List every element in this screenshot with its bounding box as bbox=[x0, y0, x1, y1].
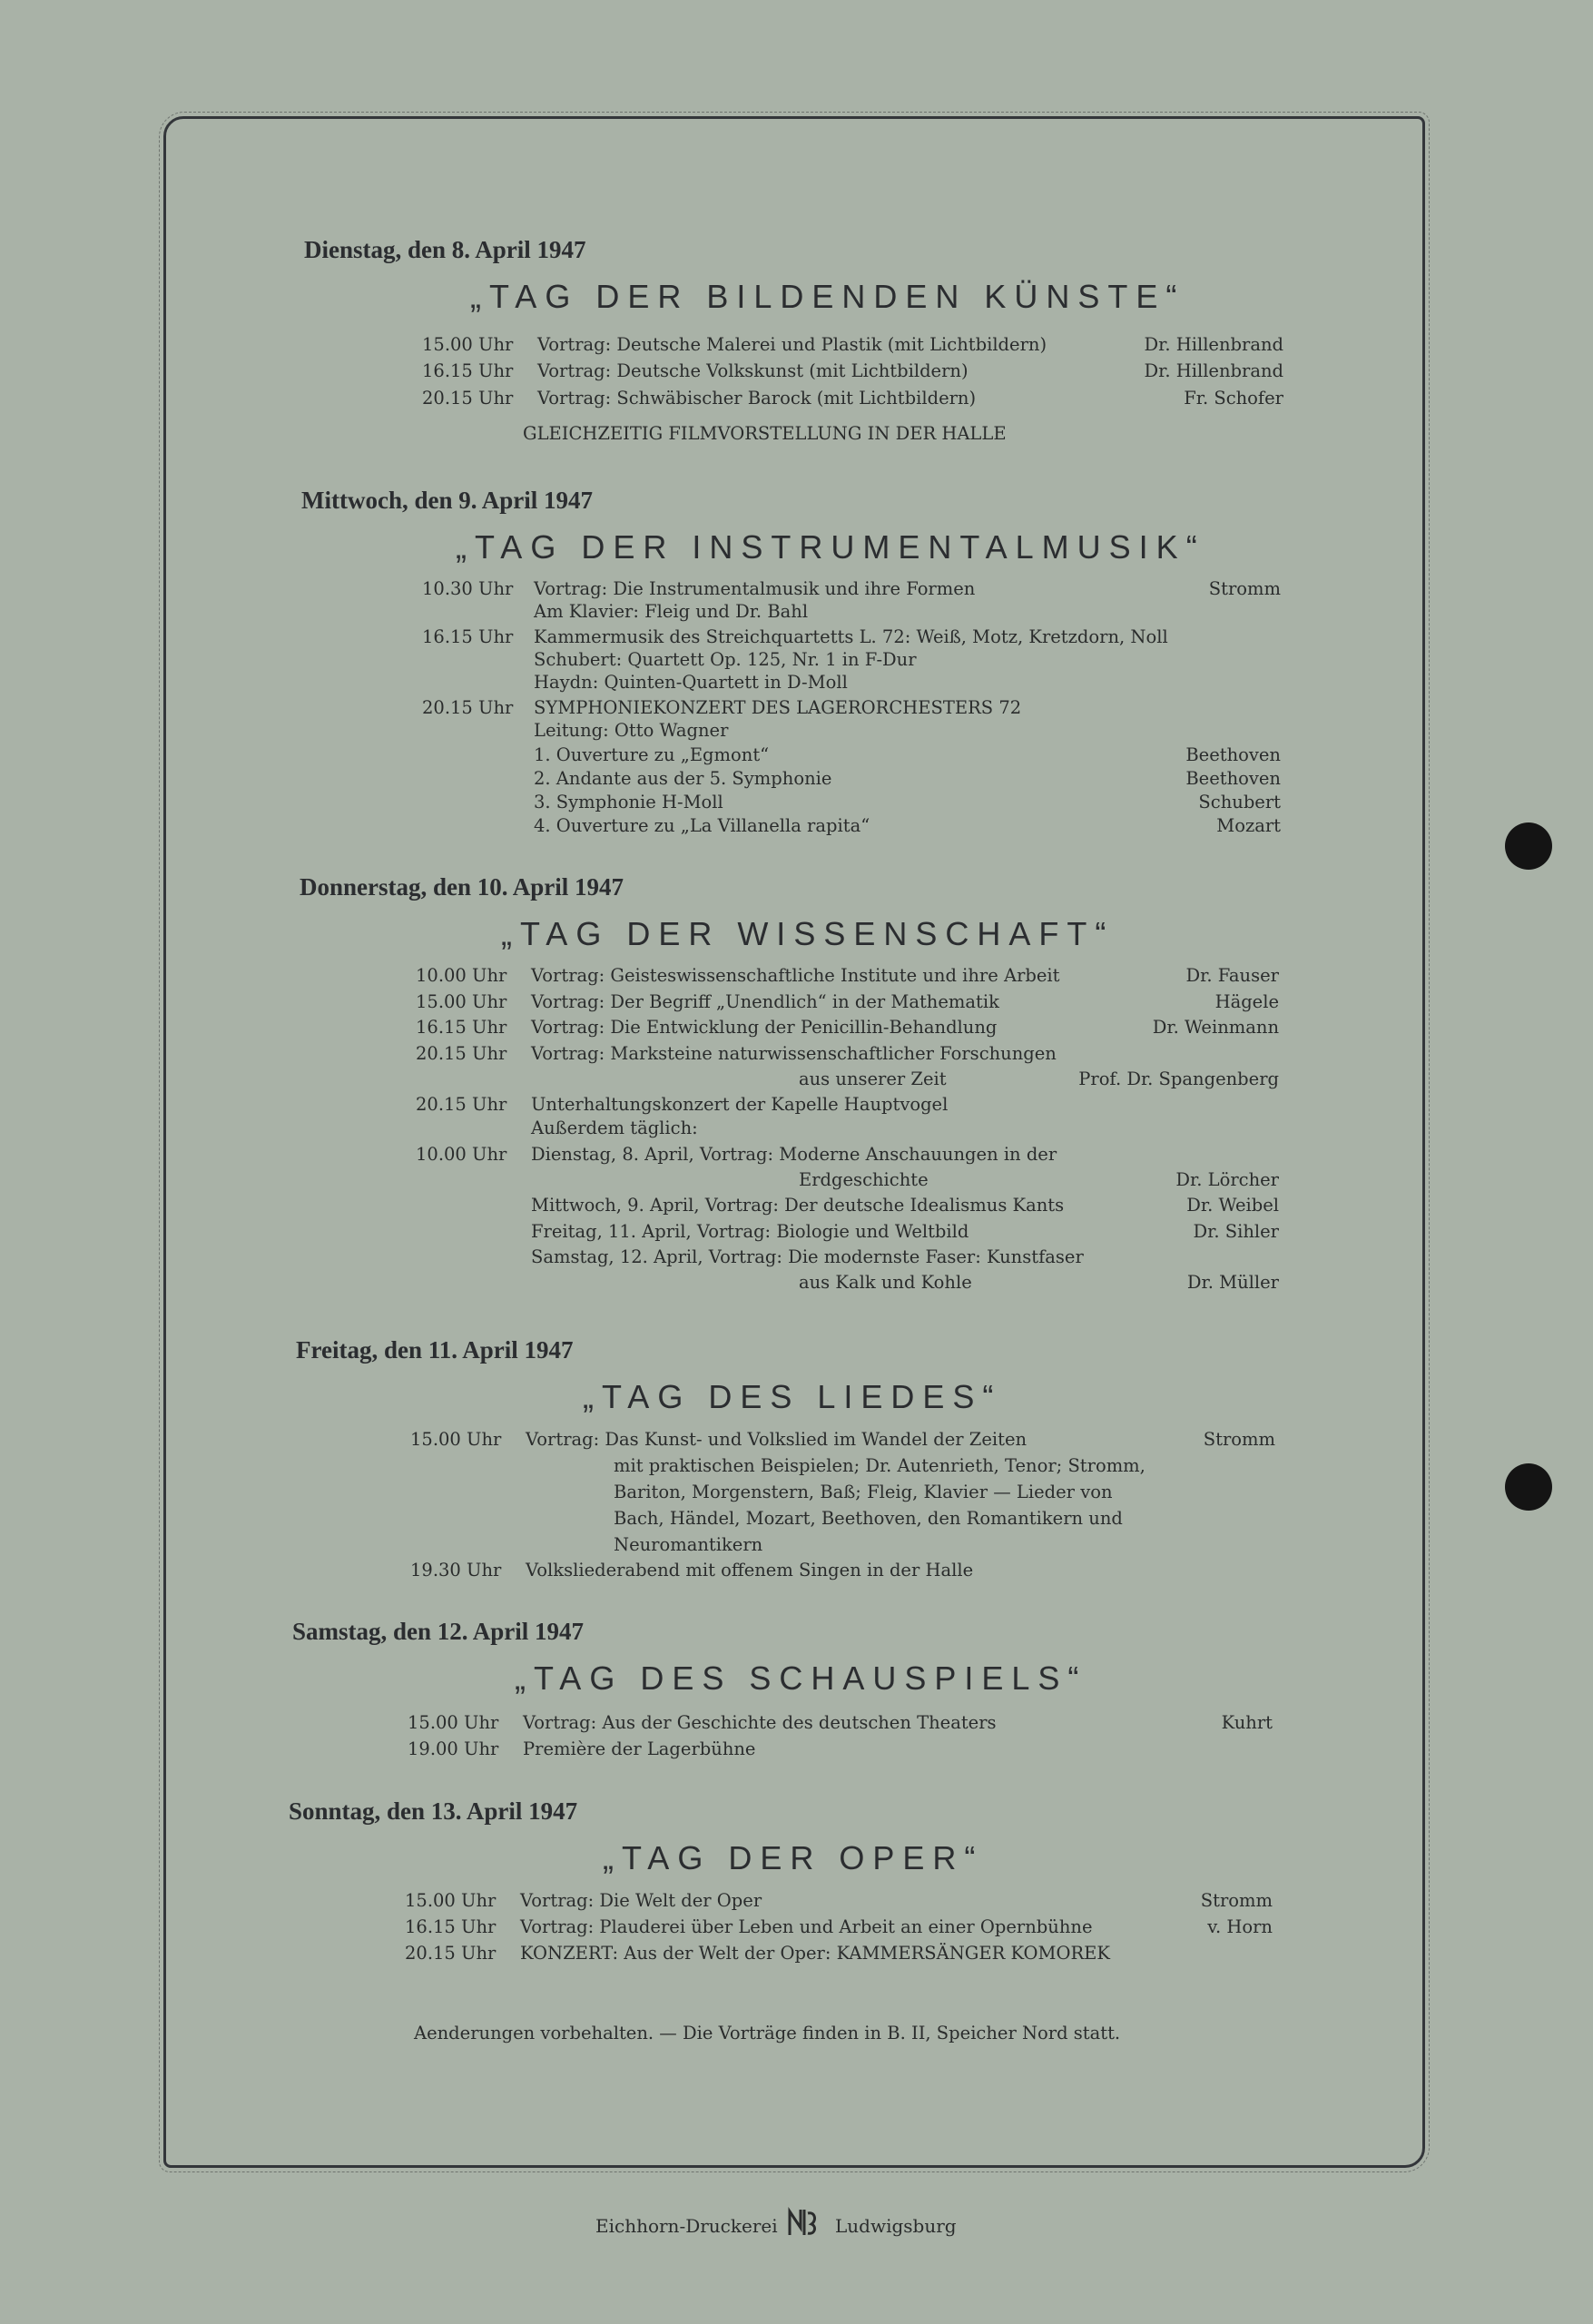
item-text: aus Kalk und Kohle bbox=[799, 1272, 972, 1293]
item-text: Vortrag: Plauderei über Leben und Arbeit an einer Opernbühne bbox=[520, 1916, 1093, 1937]
printer-logo bbox=[784, 2204, 821, 2240]
item-text: Dienstag, 8. April, Vortrag: Moderne Anschauungen in der bbox=[531, 1144, 1057, 1165]
item-time: 10.30 Uhr bbox=[422, 578, 514, 599]
day-heading: Samstag, den 12. April 1947 bbox=[292, 1618, 585, 1645]
punch-hole bbox=[1505, 1463, 1552, 1511]
item-speaker: Kuhrt bbox=[1221, 1712, 1273, 1733]
day-heading: Freitag, den 11. April 1947 bbox=[296, 1336, 574, 1364]
item-text: aus unserer Zeit bbox=[799, 1068, 947, 1089]
item-time: 16.15 Uhr bbox=[416, 1017, 507, 1038]
day-extra: GLEICHZEITIG FILMVORSTELLUNG IN DER HALLE bbox=[523, 423, 1007, 444]
item-speaker: Dr. Hillenbrand bbox=[1144, 360, 1283, 381]
item-speaker: Fr. Schofer bbox=[1184, 388, 1283, 409]
item-speaker: Dr. Müller bbox=[1186, 1272, 1279, 1293]
item-text: Neuromantikern bbox=[614, 1534, 763, 1555]
item-time: 20.15 Uhr bbox=[416, 1094, 507, 1115]
item-text: Vortrag: Marksteine naturwissenschaftlicher Forschungen bbox=[531, 1043, 1057, 1064]
item-speaker: Dr. Lörcher bbox=[1175, 1169, 1279, 1190]
item-speaker: Stromm bbox=[1208, 578, 1281, 599]
item-text: Haydn: Quinten-Quartett in D-Moll bbox=[534, 672, 848, 693]
item-time: 10.00 Uhr bbox=[416, 1144, 507, 1165]
item-text: Bach, Händel, Mozart, Beethoven, den Romantikern und bbox=[614, 1508, 1123, 1529]
item-text: Vortrag: Das Kunst- und Volkslied im Wandel der Zeiten bbox=[526, 1429, 1028, 1450]
day-theme: „TAG DES SCHAUSPIELS“ bbox=[515, 1659, 1087, 1697]
day-theme: „TAG DER BILDENDEN KÜNSTE“ bbox=[470, 278, 1185, 315]
day-heading: Mittwoch, den 9. April 1947 bbox=[301, 487, 593, 514]
item-text: 1. Ouverture zu „Egmont“ bbox=[534, 744, 770, 765]
item-time: 15.00 Uhr bbox=[416, 991, 507, 1012]
item-time: 20.15 Uhr bbox=[422, 697, 514, 718]
item-text: Unterhaltungskonzert der Kapelle Hauptvogel bbox=[531, 1094, 949, 1115]
item-time: 15.00 Uhr bbox=[408, 1712, 499, 1733]
item-speaker: Dr. Hillenbrand bbox=[1144, 334, 1283, 355]
item-speaker: Prof. Dr. Spangenberg bbox=[1078, 1068, 1279, 1089]
item-time: 16.15 Uhr bbox=[422, 360, 514, 381]
item-text: Volksliederabend mit offenem Singen in der Halle bbox=[526, 1560, 974, 1581]
item-speaker: Stromm bbox=[1200, 1890, 1273, 1911]
item-text: SYMPHONIEKONZERT DES LAGERORCHESTERS 72 bbox=[534, 697, 1022, 718]
item-text: Première der Lagerbühne bbox=[523, 1738, 756, 1759]
item-text: Samstag, 12. April, Vortrag: Die modernste Faser: Kunstfaser bbox=[531, 1246, 1084, 1267]
day-theme: „TAG DER WISSENSCHAFT“ bbox=[501, 915, 1115, 952]
item-text: Mittwoch, 9. April, Vortrag: Der deutsche Idealismus Kants bbox=[531, 1195, 1065, 1216]
item-time: 15.00 Uhr bbox=[405, 1890, 497, 1911]
item-speaker: Mozart bbox=[1216, 815, 1281, 836]
item-text: Vortrag: Schwäbischer Barock (mit Lichtbildern) bbox=[537, 388, 977, 409]
item-time: 20.15 Uhr bbox=[416, 1043, 507, 1064]
item-speaker: Beethoven bbox=[1185, 744, 1281, 765]
item-text: Vortrag: Die Entwicklung der Penicillin-Behandlung bbox=[531, 1017, 998, 1038]
day-theme: „TAG DES LIEDES“ bbox=[583, 1378, 1002, 1415]
item-text: Schubert: Quartett Op. 125, Nr. 1 in F-Dur bbox=[534, 649, 917, 670]
item-text: Bariton, Morgenstern, Baß; Fleig, Klavier — Lieder von bbox=[614, 1482, 1113, 1502]
item-time: 16.15 Uhr bbox=[422, 626, 514, 647]
day-theme: „TAG DER INSTRUMENTALMUSIK“ bbox=[456, 528, 1205, 566]
item-text: Vortrag: Der Begriff „Unendlich“ in der Mathematik bbox=[531, 991, 999, 1012]
day-heading: Dienstag, den 8. April 1947 bbox=[304, 236, 586, 263]
item-speaker: Dr. Weibel bbox=[1186, 1195, 1279, 1216]
item-text: Außerdem täglich: bbox=[531, 1118, 698, 1138]
item-text: Vortrag: Deutsche Volkskunst (mit Lichtbildern) bbox=[537, 360, 969, 381]
item-time: 19.00 Uhr bbox=[408, 1738, 499, 1759]
item-text: 2. Andante aus der 5. Symphonie bbox=[534, 768, 832, 789]
item-time: 16.15 Uhr bbox=[405, 1916, 497, 1937]
item-text: Vortrag: Aus der Geschichte des deutschen Theaters bbox=[523, 1712, 997, 1733]
item-text: Vortrag: Die Welt der Oper bbox=[520, 1890, 762, 1911]
item-text: 3. Symphonie H-Moll bbox=[534, 792, 723, 812]
item-time: 20.15 Uhr bbox=[405, 1943, 497, 1964]
item-speaker: Schubert bbox=[1198, 792, 1281, 812]
item-text: 4. Ouverture zu „La Villanella rapita“ bbox=[534, 815, 870, 836]
item-time: 15.00 Uhr bbox=[410, 1429, 502, 1450]
item-time: 10.00 Uhr bbox=[416, 965, 507, 986]
footer-note: Aenderungen vorbehalten. — Die Vorträge finden in B. II, Speicher Nord statt. bbox=[414, 2023, 1121, 2043]
printer-city: Ludwigsburg bbox=[835, 2215, 957, 2237]
day-heading: Sonntag, den 13. April 1947 bbox=[289, 1797, 578, 1825]
item-speaker: Hägele bbox=[1214, 991, 1279, 1012]
item-text: Kammermusik des Streichquartetts L. 72: Weiß, Motz, Kretzdorn, Noll bbox=[534, 626, 1168, 647]
punch-hole bbox=[1505, 822, 1552, 870]
item-speaker: Dr. Sihler bbox=[1193, 1221, 1279, 1242]
item-speaker: Dr. Weinmann bbox=[1152, 1017, 1279, 1038]
item-speaker: Dr. Fauser bbox=[1185, 965, 1279, 986]
item-text: Freitag, 11. April, Vortrag: Biologie und Weltbild bbox=[531, 1221, 969, 1242]
item-text: Vortrag: Deutsche Malerei und Plastik (mit Lichtbildern) bbox=[537, 334, 1047, 355]
item-text: Vortrag: Die Instrumentalmusik und ihre Formen bbox=[534, 578, 976, 599]
item-time: 20.15 Uhr bbox=[422, 388, 514, 409]
day-theme: „TAG DER OPER“ bbox=[603, 1839, 984, 1876]
item-text: Vortrag: Geisteswissenschaftliche Institute und ihre Arbeit bbox=[531, 965, 1060, 986]
item-speaker: v. Horn bbox=[1207, 1916, 1273, 1937]
item-text: mit praktischen Beispielen; Dr. Autenrieth, Tenor; Stromm, bbox=[614, 1455, 1146, 1476]
item-time: 19.30 Uhr bbox=[410, 1560, 502, 1581]
item-time: 15.00 Uhr bbox=[422, 334, 514, 355]
item-speaker: Stromm bbox=[1203, 1429, 1275, 1450]
day-heading: Donnerstag, den 10. April 1947 bbox=[300, 873, 624, 901]
item-text: Leitung: Otto Wagner bbox=[534, 720, 729, 741]
printer-name: Eichhorn-Druckerei bbox=[595, 2215, 778, 2237]
item-text: Erdgeschichte bbox=[799, 1169, 929, 1190]
item-text: Am Klavier: Fleig und Dr. Bahl bbox=[534, 601, 809, 622]
item-speaker: Beethoven bbox=[1185, 768, 1281, 789]
item-text: KONZERT: Aus der Welt der Oper: KAMMERSÄNGER KOMOREK bbox=[520, 1943, 1110, 1964]
